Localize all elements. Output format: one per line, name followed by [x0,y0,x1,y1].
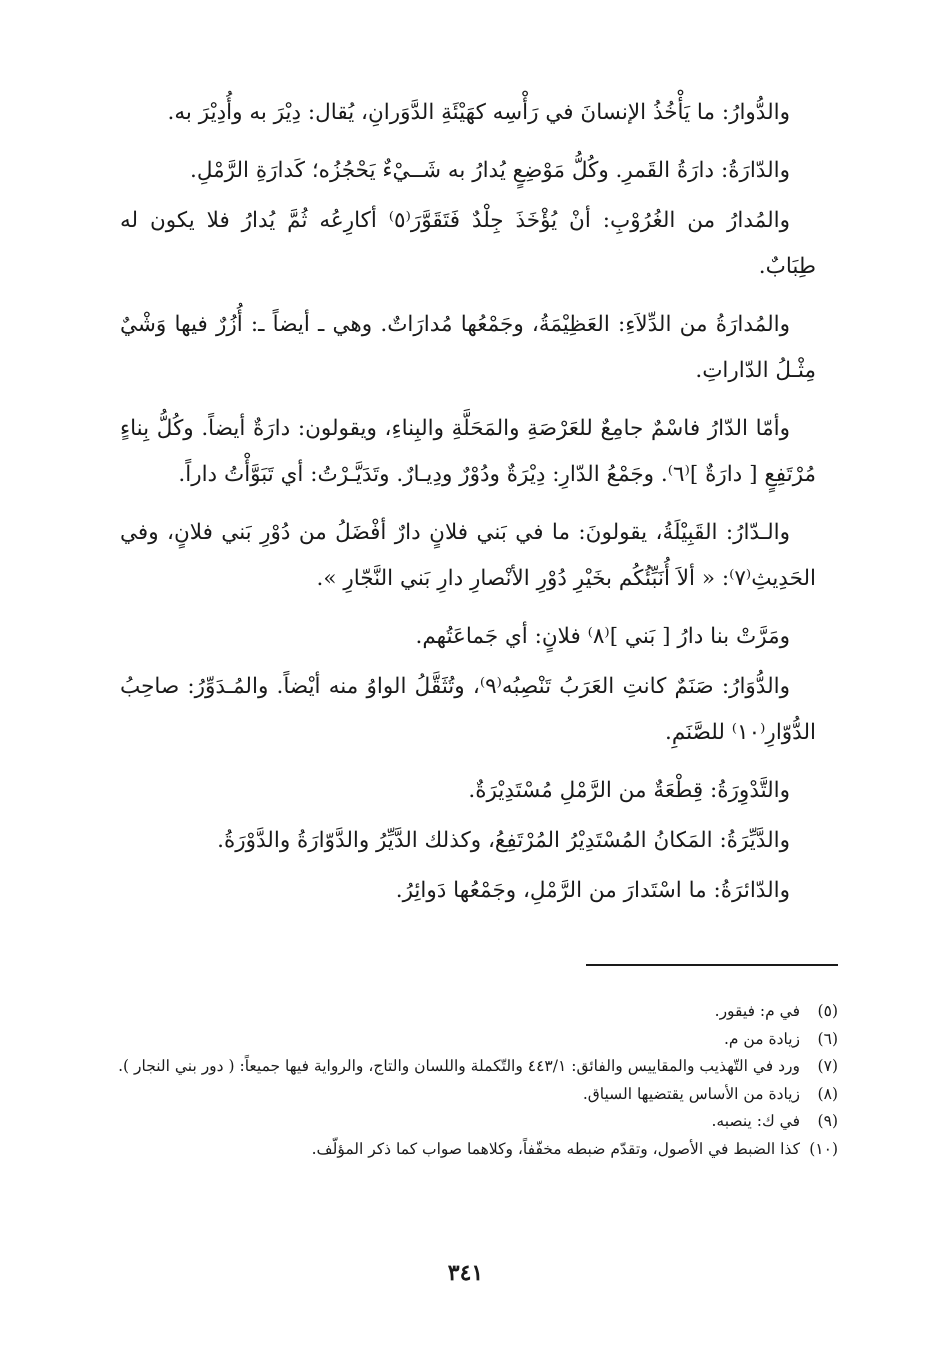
footnote-number: (٧) [817,1057,838,1075]
paragraph-dawar: والدُّوارُ: ما يَأْخُذُ الإنسانَ في رَأْسِه كهَيْئَةِ الدَّوَرانِ، يُقال: دِيْرَ به وأُدِيْرَ به. [167,100,790,125]
footnote-number: (١٠) [809,1139,838,1158]
footnote-text: كذا الضبط في الأصول، وتقدّم ضبطه مخفّفاً، وكلاهما صواب كما ذكر المؤلّف. [311,1139,800,1158]
paragraph-daairah: والدّائرَةُ: ما اسْتَدارَ من الرَّمْلِ، وجَمْعُها دَوائِرُ. [395,878,790,903]
footnote [100,998,838,1026]
footnote-number: (٥) [817,1002,838,1020]
footnote [100,1136,838,1164]
footnote-text: زيادة من م. [723,1029,800,1048]
footnote-number: (٨) [817,1084,838,1103]
main-text [120,90,816,918]
footnote-text: في م: فيقور. [714,1002,800,1020]
footnote [100,1053,838,1081]
paragraph-daar: وأمّا الدّارُ فاسْمٌ جامِعٌ للعَرْصَةِ والمَحَلَّةِ والبِناءِ، ويقولون: دارَةٌ أيضاً. وكُلُّ بِناءٍ مُرْتَفِعٍ [ دارَةٌ ]⁽٦⁾. وجَمْعُ الدّارِ: دِيْرَةٌ ودُوْرٌ ودِيـارٌ. وتَدَيَّـرْتُ: أي تَبَوَّأْتُ داراً. [120,416,816,487]
paragraph-daarah: والدّارَةُ: دارَةُ القَمرِ. وكُلُّ مَوْضِعٍ يُدارُ به شَــيْءٌ يَحْجُزُه؛ كَدارَةِ الرَّمْلِ. [190,158,790,183]
footnote-number: (٩) [817,1112,838,1130]
page-number: ٣٤١ [447,1260,484,1286]
paragraph-tadwirah: والتَّدْوِرَةُ: قِطْعَةٌ من الرَّمْلِ مُسْتَدِيْرَةٌ. [468,778,790,803]
footnote-number: (٦) [817,1029,838,1048]
footnote [100,1081,838,1109]
paragraph-mudaar: والمُدارُ من الغُرُوْبِ: أنْ يُؤْخَذَ جِلْدٌ فَتَقَوَّرَ⁽٥⁾ أكارِعُه ثُمَّ يُدارُ فلا يكون له طِبَابٌ. [120,208,816,279]
paragraph-dayyirah: والدَّيِّرَةُ: المَكانُ المُسْتَدِيْرُ المُرْتَفِعُ، وكذلك الدَّيِّرُ والدَّوّارَةُ والدَّوْرَةُ. [217,828,790,853]
footnotes [100,998,838,1163]
paragraph-qabilah: والـدّارُ: القَبِيْلَةُ، يقولونَ: ما في بَني فلانٍ دارٌ أفْضَلُ من دُوْرِ بَني فلانٍ، وفي الحَدِيثِ⁽٧⁾: « ألاَ أُنَبِّئُكُم بخَيْرِ دُوْرِ الأنْصارِ دارِ بَني النَّجّارِ ». [120,520,816,591]
footnote [100,1026,838,1054]
paragraph-mudaarah: والمُدارَةُ من الدِّلاَءِ: العَظِيْمَةُ، وجَمْعُها مُدارَاتٌ. وهي ـ أيضاً ـ: أُزُرٌ فيها وَشْيٌ مِثْـلُ الدّاراتِ. [120,312,816,383]
paragraph-marrat: ومَرَّتْ بنا دارُ [ بَني ]⁽٨⁾ فلانٍ: أي جَماعَتُهم. [415,624,790,649]
footnote-text: في ك: ينصبه. [711,1112,800,1130]
footnote-divider [586,964,838,966]
footnote [100,1108,838,1136]
paragraph-sanam: والدُّوَارُ: صَنَمٌ كانتِ العَرَبُ تَنْصِبُه⁽٩⁾، وتُثَقَّلُ الواوُ منه أيْضاً. والمُـدَوِّرُ: صاحِبُ الدُّوّارِ⁽١٠⁾ للصَّنَمِ. [120,674,816,745]
footnote-text: زيادة من الأساس يقتضيها السياق. [582,1084,800,1103]
footnote-text: ورد في التّهذيب والمقاييس والفائق: ٤٤٣/١ والتّكملة واللسان والتاج، والرواية فيها جميعاً: ( دور بني النجار ). [118,1057,800,1075]
